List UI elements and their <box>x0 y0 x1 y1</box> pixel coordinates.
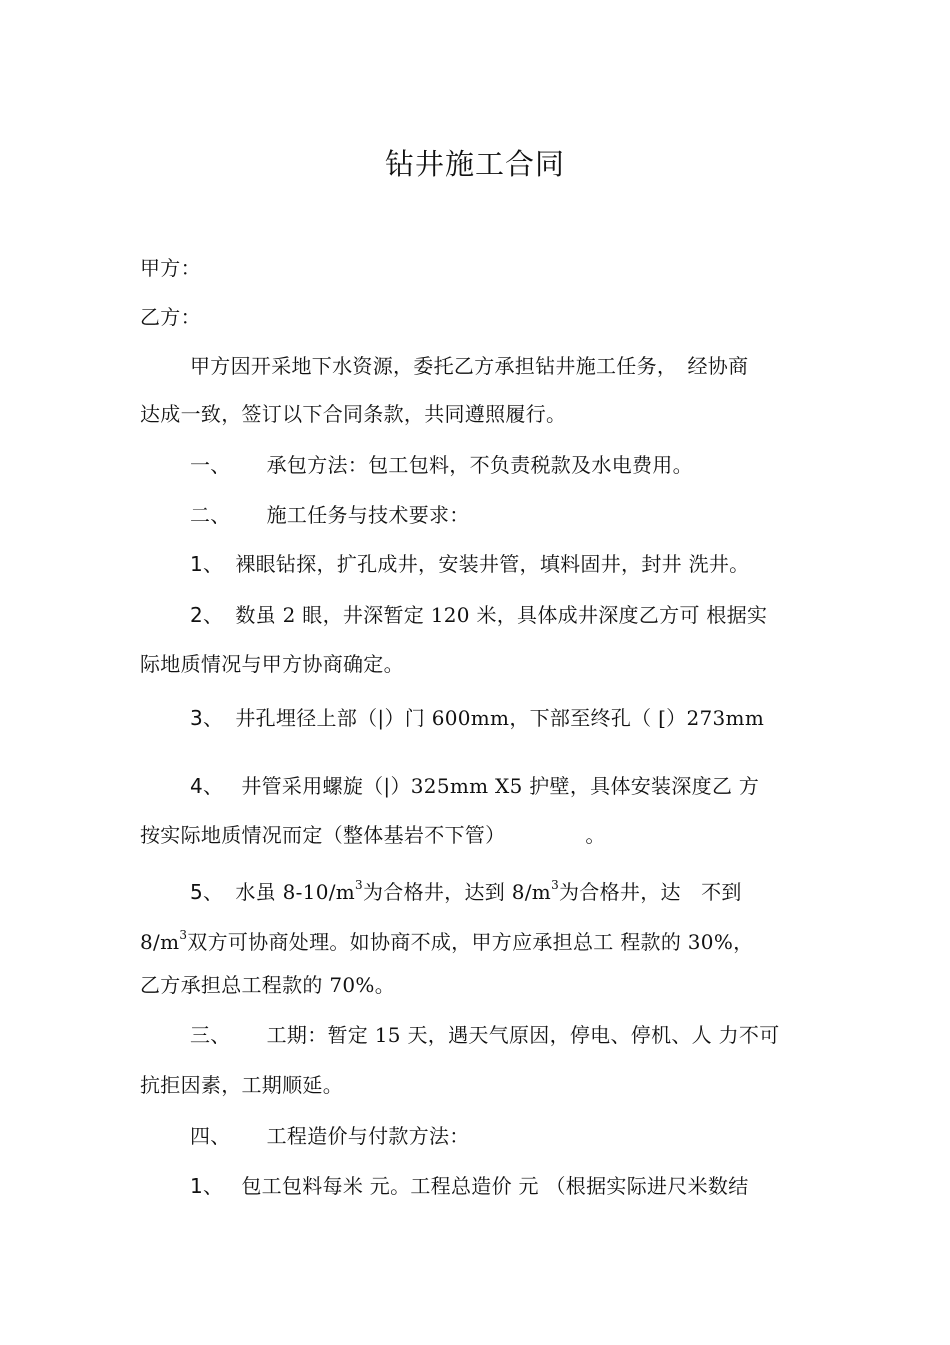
section-3-number: 三、 <box>190 1023 231 1047</box>
item-1 <box>190 550 810 578</box>
section-1-number: 一、 <box>190 453 231 477</box>
item-2-continued: 际地质情况与甲方协商确定。 <box>140 652 404 676</box>
intro-paragraph-line-2: 达成一致，签订以下合同条款，共同遵照履行。 <box>140 402 567 426</box>
intro-paragraph-line-1: 甲方因开采地下水资源，委托乙方承担钻井施工任务， 经协商 <box>190 354 749 378</box>
item-3-number: 3、 <box>190 706 224 730</box>
item-4-continued-text: 按实际地质情况而定（整体基岩不下管） <box>140 823 506 847</box>
party-b-label: 乙方： <box>140 305 201 329</box>
item-3 <box>190 704 810 732</box>
item-5-text-e: 双方可协商处理。如协商不成，甲方应承担总工 程款的 30%， <box>187 930 754 954</box>
item-4-number: 4、 <box>190 774 224 798</box>
section-2-number: 二、 <box>190 503 231 527</box>
section-2-text: 施工任务与技术要求： <box>266 503 470 527</box>
item-5-text-a: 水虽 8-10/m <box>235 880 356 904</box>
item-5-text-c: 为合格井，达 不到 <box>559 880 742 904</box>
item-2 <box>190 601 810 629</box>
item-4-period: 。 <box>585 823 606 847</box>
item-5-continued <box>140 921 810 956</box>
item-2-text: 数虽 2 眼，井深暂定 120 米，具体成井深度乙方可 根据实 <box>235 603 768 627</box>
item-5-text-d: 8/m <box>140 930 180 954</box>
item-3-text: 井孔埋径上部（|）门 600mm，下部至终孔（ [）273mm <box>235 706 765 730</box>
item-6 <box>190 1172 810 1200</box>
item-6-text: 包工包料每米 元。工程总造价 元 （根据实际进尺米数结 <box>241 1174 749 1198</box>
item-5-superscript-2: 3 <box>551 878 559 892</box>
item-5-superscript-1: 3 <box>355 878 363 892</box>
item-4-text: 井管采用螺旋（|）325mm X5 护壁，具体安装深度乙 方 <box>241 774 760 798</box>
party-a-label: 甲方： <box>140 256 201 280</box>
item-5-number: 5、 <box>190 880 224 904</box>
item-5-superscript-3: 3 <box>179 928 188 942</box>
item-5 <box>190 871 810 906</box>
item-1-text: 裸眼钻探，扩孔成井，安装井管，填料固井，封井 洗井。 <box>235 552 750 576</box>
section-1 <box>190 451 810 479</box>
section-2 <box>190 501 810 529</box>
item-4-continued <box>140 821 810 849</box>
section-3 <box>190 1021 810 1049</box>
item-5-continued-2: 乙方承担总工程款的 70%。 <box>140 973 396 997</box>
item-2-number: 2、 <box>190 603 224 627</box>
section-4-text: 工程造价与付款方法： <box>266 1124 470 1148</box>
item-4 <box>190 772 810 800</box>
document-title: 钻井施工合同 <box>384 147 565 181</box>
section-3-text: 工期：暂定 15 天，遇天气原因，停电、停机、人 力不可 <box>266 1023 780 1047</box>
section-3-continued: 抗拒因素，工期顺延。 <box>140 1073 343 1097</box>
section-4 <box>190 1122 810 1150</box>
item-1-number: 1、 <box>190 552 224 576</box>
item-5-text-b: 为合格井，达到 8/m <box>362 880 552 904</box>
section-4-number: 四、 <box>190 1124 231 1148</box>
section-1-text: 承包方法：包工包料，不负责税款及水电费用。 <box>266 453 693 477</box>
item-6-number: 1、 <box>190 1174 224 1198</box>
